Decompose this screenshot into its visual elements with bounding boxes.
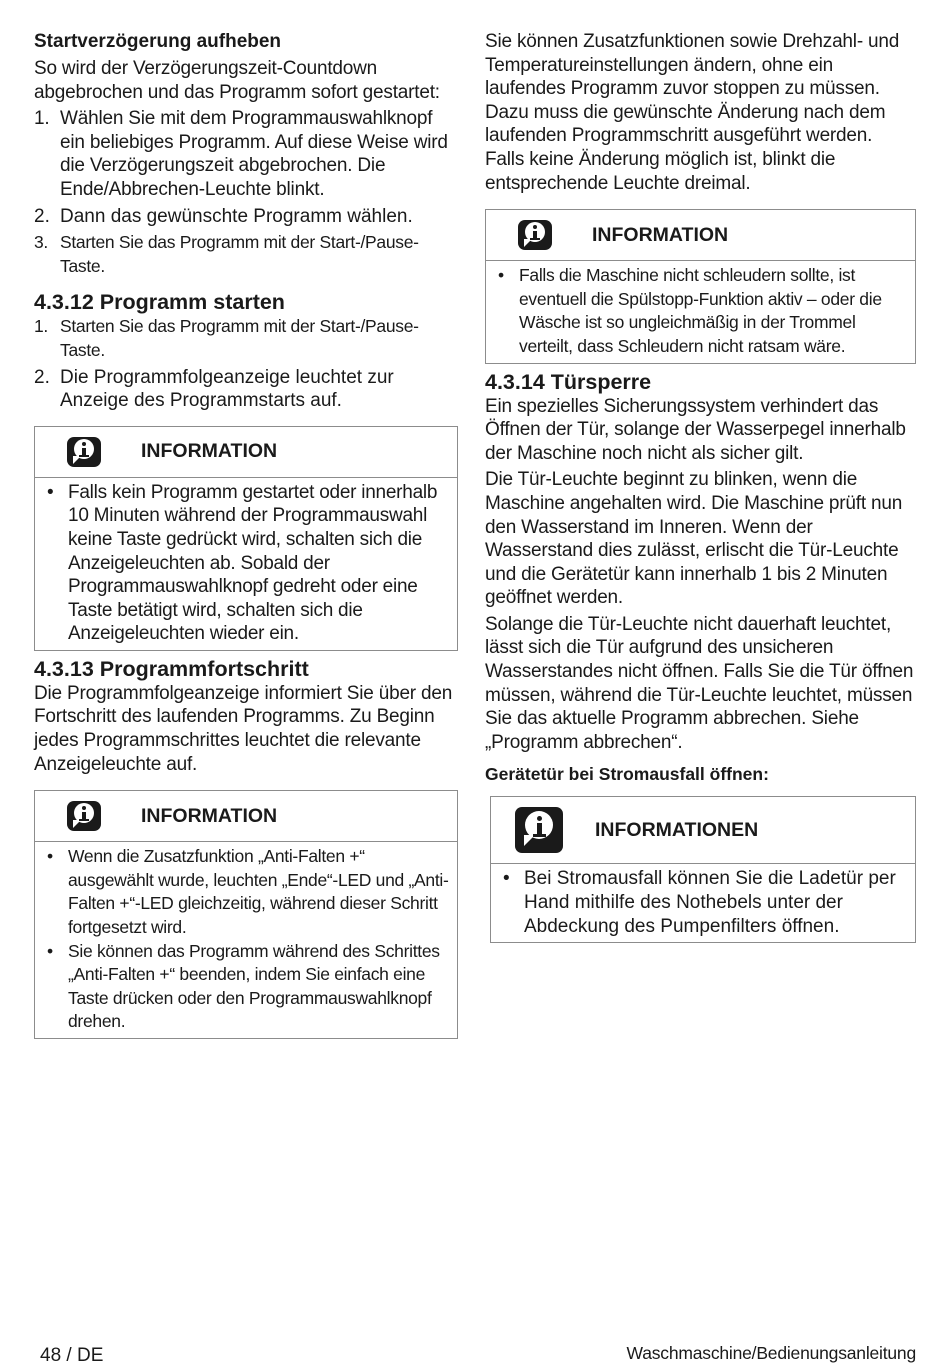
list-item: • Bei Stromausfall können Sie die Ladetür per Hand mithilfe des Nothebels unter der Abdeckung des Pumpenfilters öffnen. — [503, 868, 896, 937]
section-heading-door-lock: 4.3.14 Türsperre — [485, 369, 652, 394]
list-item: 2. Die Programmfolgeanzeige leuchtet zur Anzeige des Programmstarts auf. — [34, 366, 394, 412]
paragraph: Die Programmfolgeanzeige informiert Sie über den Fortschritt des laufenden Programms. Zu Beginn jedes Programmschrittes leuchtet die relevante Anzeigeleuchte auf. — [34, 682, 453, 775]
list-item: 1. Wählen Sie mit dem Programmauswahlknopf ein beliebiges Programm. Auf diese Weise wird die Verzögerungszeit abgebrochen. Die Ende/Abbrechen-Leuchte blinkt. — [34, 108, 448, 200]
list-item: • Falls die Maschine nicht schleudern sollte, ist eventuell die Spülstopp-Funktion aktiv – oder die Wäsche ist so ungleichmäßig in der Trommel verteilt, dass Schleudern nicht ratsam wäre. — [498, 265, 882, 356]
info-box — [490, 796, 916, 943]
info-box — [34, 426, 458, 651]
info-header — [486, 210, 915, 261]
section-heading-program-progress: 4.3.13 Programmfortschritt — [34, 656, 309, 681]
paragraph: Sie können Zusatzfunktionen sowie Drehzahl- und Temperatureinstellungen ändern, ohne ein laufendes Programm zuvor stoppen zu müssen. Dazu muss die gewünschte Änderung nach dem laufenden Programmschritt ausgeführt werden. Falls keine Änderung möglich ist, blinkt die entsprechende Leuchte dreimal. — [485, 31, 900, 194]
subheading-power-failure: Gerätetür bei Stromausfall öffnen: — [485, 764, 769, 785]
paragraph: Ein spezielles Sicherungssystem verhindert das Öffnen der Tür, solange der Wasserpegel innerhalb der Maschine noch nicht als sicher gilt. — [485, 395, 906, 464]
list-item: 1. Starten Sie das Programm mit der Start-/Pause-Taste. — [34, 316, 419, 360]
paragraph: Solange die Tür-Leuchte nicht dauerhaft leuchtet, lässt sich die Tür aufgrund des unsicheren Wasserstandes nicht öffnen. Falls Sie die Tür öffnen müssen, während die Tür-Leuchte leuchtet, müssen Sie das aktuelle Programm abbrechen. Siehe „Programm abbrechen“. — [485, 613, 914, 753]
info-body — [35, 842, 457, 1038]
info-icon — [67, 801, 101, 831]
section-heading-delay-cancel: Startverzögerung aufheben — [34, 31, 282, 52]
info-body — [491, 864, 915, 942]
paragraph: So wird der Verzögerungszeit-Countdown abgebrochen und das Programm sofort gestartet: — [34, 58, 440, 103]
info-title: INFORMATION — [141, 804, 278, 827]
bullet-icon: • — [498, 265, 504, 286]
info-icon — [515, 807, 563, 853]
section-heading-program-start: 4.3.12 Programm starten — [34, 290, 285, 315]
paragraph: Die Tür-Leuchte beginnt zu blinken, wenn die Maschine angehalten wird. Die Maschine prüft nun den Wasserstand im Inneren. Wenn der Wasserstand dies zulässt, erlischt die Tür-Leuchte und die Gerätetür kann innerhalb 1 bis 2 Minuten geöffnet werden. — [485, 469, 903, 609]
bullet-icon: • — [47, 846, 53, 867]
bullet-icon: • — [503, 868, 510, 890]
footer-title: Waschmaschine/Bedienungsanleitung — [626, 1343, 916, 1363]
info-title: INFORMATION — [141, 440, 278, 463]
right-column — [485, 30, 916, 943]
info-icon — [518, 220, 552, 250]
info-header — [35, 791, 457, 842]
list-item: • Sie können das Programm während des Schrittes „Anti-Falten +“ beenden, indem Sie einfach eine Taste drücken oder den Programmauswahlknopf drehen. — [47, 940, 440, 1032]
info-icon — [67, 437, 101, 467]
left-column — [34, 30, 458, 1039]
info-title: INFORMATIONEN — [595, 818, 759, 841]
bullet-icon: • — [47, 940, 53, 961]
steps-list — [34, 107, 458, 278]
page-number: 48 / DE — [40, 1345, 104, 1366]
info-box — [34, 790, 458, 1039]
info-body — [486, 261, 915, 362]
bullet-icon: • — [47, 481, 54, 503]
steps-list — [34, 315, 458, 412]
list-item: 2. Dann das gewünschte Programm wählen. — [34, 205, 413, 227]
list-item: • Wenn die Zusatzfunktion „Anti-Falten +“ ausgewählt wurde, leuchten „Ende“-LED und „Anti-Falten +“-LED gleichzeitig, während dieser Schritt fortgesetzt wird. — [47, 846, 449, 938]
info-header — [35, 427, 457, 478]
list-item: 3. Starten Sie das Programm mit der Start-/Pause-Taste. — [34, 232, 419, 276]
info-header — [491, 797, 915, 864]
info-body — [35, 478, 457, 650]
info-title: INFORMATION — [592, 223, 729, 246]
info-box — [485, 209, 916, 363]
list-item: • Falls kein Programm gestartet oder innerhalb 10 Minuten während der Programmauswahl keine Taste gedrückt wird, schalten sich die Anzeigeleuchten ab. Sobald der Programmauswahlknopf gedreht oder eine Taste betätigt wird, schalten sich die Anzeigeleuchten wieder ein. — [47, 481, 438, 645]
